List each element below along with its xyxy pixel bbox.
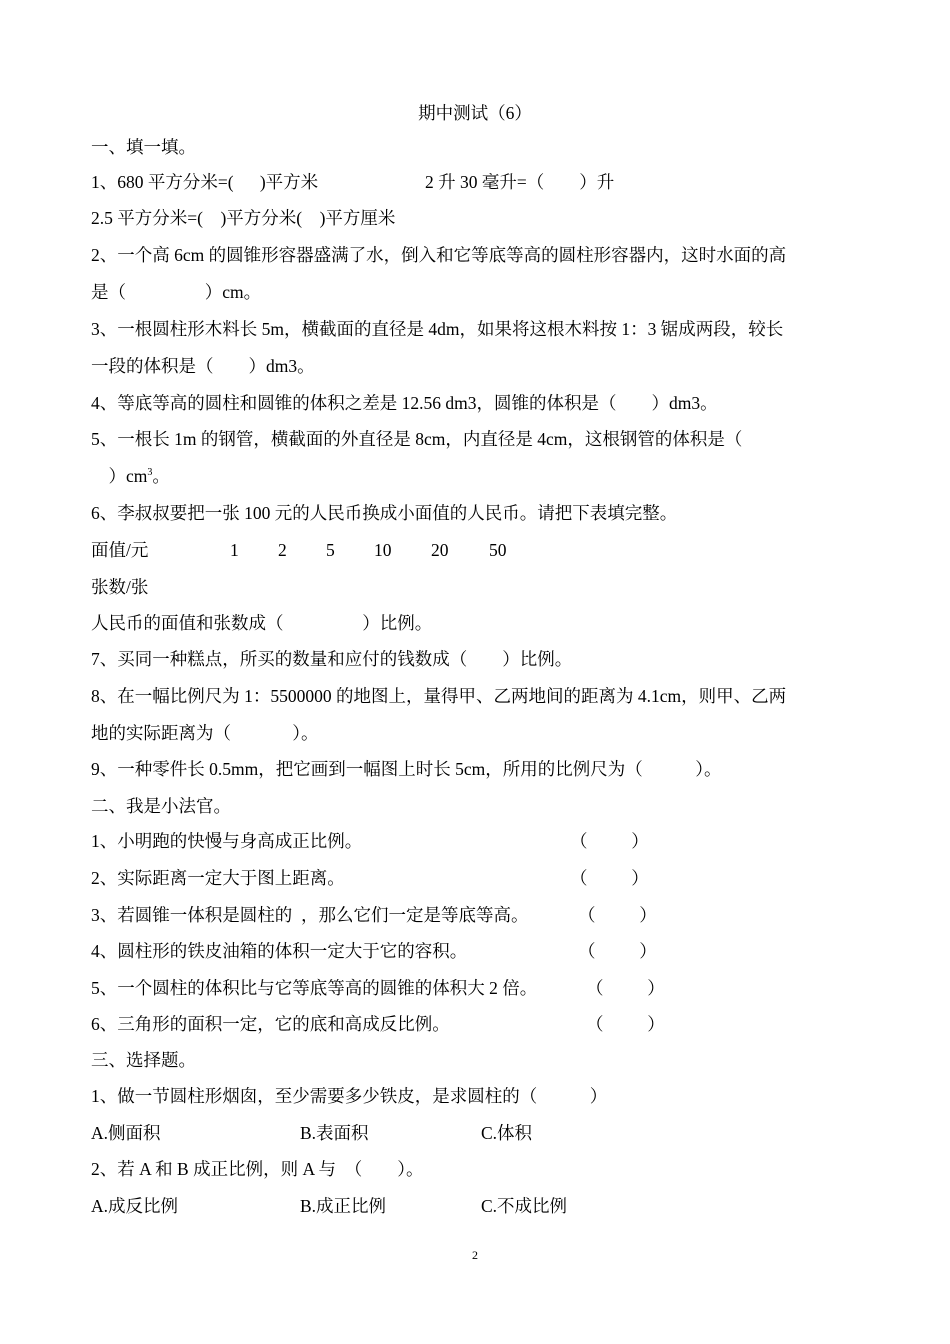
choice-option-b: B.成正比例 — [300, 1196, 387, 1216]
question-5-line2 — [91, 466, 170, 486]
question-1b: 2 升 30 毫升=（ ）升 — [425, 172, 615, 192]
question-7: 7、买同一种糕点，所买的数量和应付的钱数成（ ）比例。 — [91, 649, 573, 669]
table-row-label-count: 张数/张 — [91, 577, 149, 597]
question-4: 4、等底等高的圆柱和圆锥的体积之差是 12.56 dm3，圆锥的体积是（ ）dm3。 — [91, 393, 718, 413]
section1-heading: 一、填一填。 — [91, 137, 196, 157]
choice-question-1: 1、做一节圆柱形烟囱，至少需要多少铁皮，是求圆柱的（ ） — [91, 1086, 608, 1106]
question-9: 9、一种零件长 0.5mm，把它画到一幅图上时长 5cm，所用的比例尺为（ ）。 — [91, 759, 722, 779]
judge-item-2: 2、实际距离一定大于图上距离。 — [91, 868, 345, 888]
judge-answer-blank: （ ） — [586, 1014, 665, 1034]
question-5-superscript: 3 — [147, 467, 153, 479]
question-2-line2: 是（ ）cm。 — [91, 282, 262, 302]
judge-answer-blank: （ ） — [586, 978, 665, 998]
table-cell: 1 — [230, 540, 239, 560]
judge-item-1: 1、小明跑的快慢与身高成正比例。 — [91, 831, 363, 851]
judge-item-4: 4、圆柱形的铁皮油箱的体积一定大于它的容积。 — [91, 941, 468, 961]
question-2-line1: 2、一个高 6cm 的圆锥形容器盛满了水，倒入和它等底等高的圆柱形容器内，这时水面的高 — [91, 245, 787, 265]
judge-answer-blank: （ ） — [578, 941, 657, 961]
choice-option-c: C.不成比例 — [481, 1196, 568, 1216]
judge-answer-blank: （ ） — [570, 868, 649, 888]
table-cell: 5 — [326, 540, 335, 560]
choice-option-a: A.成反比例 — [91, 1196, 179, 1216]
judge-item-3: 3、若圆锥一体积是圆柱的 ，那么它们一定是等底等高。 — [91, 905, 529, 925]
question-8-line2: 地的实际距离为（ ）。 — [91, 723, 319, 743]
judge-answer-blank: （ ） — [570, 831, 649, 851]
question-1c: 2.5 平方分米=( )平方分米( )平方厘米 — [91, 208, 396, 228]
judge-item-6: 6、三角形的面积一定，它的底和高成反比例。 — [91, 1014, 450, 1034]
question-3-line1: 3、一根圆柱形木料长 5m，横截面的直径是 4dm，如果将这根木料按 1：3 锯成两段，较长 — [91, 319, 784, 339]
page-title: 期中测试（6） — [418, 103, 532, 123]
question-6-tail: 人民币的面值和张数成（ ）比例。 — [91, 613, 433, 633]
section3-heading: 三、选择题。 — [91, 1050, 196, 1070]
section2-heading: 二、我是小法官。 — [91, 796, 231, 816]
table-cell: 10 — [374, 540, 392, 560]
question-8-line1: 8、在一幅比例尺为 1：5500000 的地图上，量得甲、乙两地间的距离为 4.1cm，则甲、乙两 — [91, 686, 787, 706]
page-number: 2 — [472, 1248, 478, 1262]
judge-item-5: 5、一个圆柱的体积比与它等底等高的圆锥的体积大 2 倍。 — [91, 978, 538, 998]
table-cell: 20 — [431, 540, 449, 560]
choice-option-a: A.侧面积 — [91, 1123, 161, 1143]
question-5-period: 。 — [152, 466, 170, 486]
table-cell: 2 — [278, 540, 287, 560]
choice-question-2: 2、若 A 和 B 成正比例，则 A 与 （ ）。 — [91, 1159, 424, 1179]
question-5-line1: 5、一根长 1m 的钢管，横截面的外直径是 8cm，内直径是 4cm，这根钢管的体积是（ — [91, 429, 743, 449]
question-5-text: ）cm — [91, 466, 148, 486]
choice-option-b: B.表面积 — [300, 1123, 369, 1143]
judge-answer-blank: （ ） — [578, 905, 657, 925]
question-1a: 1、680 平方分米=( )平方米 — [91, 172, 319, 192]
question-3-line2: 一段的体积是（ ）dm3。 — [91, 356, 315, 376]
table-cell: 50 — [489, 540, 507, 560]
choice-option-c: C.体积 — [481, 1123, 533, 1143]
question-6: 6、李叔叔要把一张 100 元的人民币换成小面值的人民币。请把下表填完整。 — [91, 503, 678, 523]
table-row-label-face-value: 面值/元 — [91, 540, 149, 560]
